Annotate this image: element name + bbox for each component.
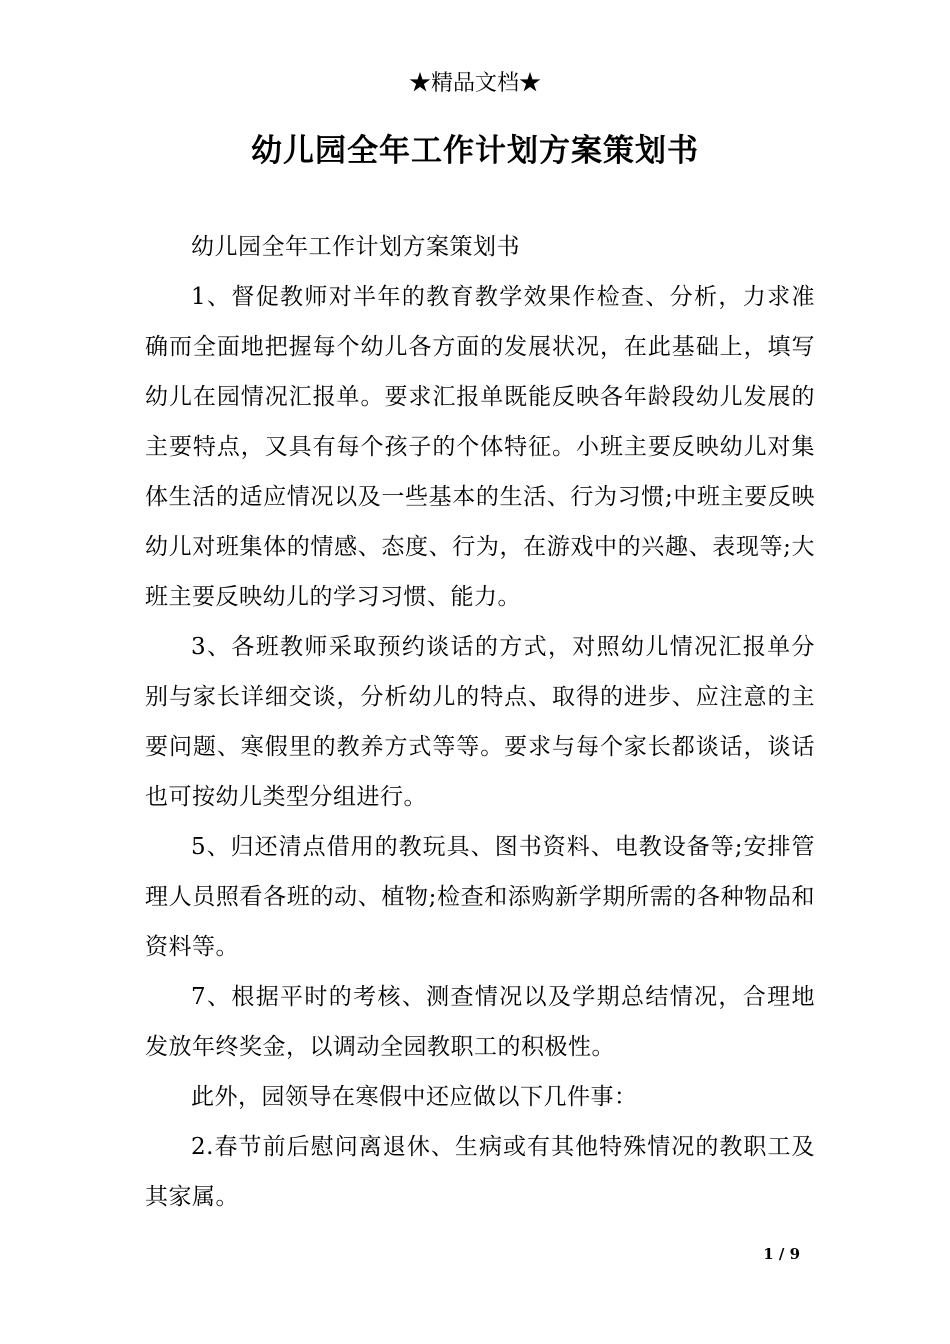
document-title: 幼儿园全年工作计划方案策划书	[251, 133, 699, 169]
paragraph-item-1: 1、督促教师对半年的教育教学效果作检查、分析，力求准确而全面地把握每个幼儿各方面的发展状况，在此基础上，填写幼儿在园情况汇报单。要求汇报单既能反映各年龄段幼儿发展的主要特点，又具有每个孩子的个体特征。小班主要反映幼儿对集体生活的适应情况以及一些基本的生活、行为习惯;中班主要反映幼儿对班集体的情感、态度、行为，在游戏中的兴趣、表现等;大班主要反映幼儿的学习习惯、能力。	[145, 284, 815, 610]
paragraph-item-3: 3、各班教师采取预约谈话的方式，对照幼儿情况汇报单分别与家长详细交谈，分析幼儿的特点、取得的进步、应注意的主要问题、寒假里的教养方式等等。要求与每个家长都谈话，谈话也可按幼儿类型分组进行。	[145, 634, 815, 810]
paragraph-additional-item-2: 2.春节前后慰问离退休、生病或有其他特殊情况的教职工及其家属。	[145, 1134, 815, 1210]
document-body	[145, 222, 815, 1222]
paragraph-additional-intro: 此外，园领导在寒假中还应做以下几件事：	[191, 1084, 638, 1110]
paragraph-subtitle: 幼儿园全年工作计划方案策划书	[191, 234, 520, 260]
page-number: 1 / 9	[763, 1245, 800, 1263]
paragraph-item-7: 7、根据平时的考核、测查情况以及学期总结情况，合理地发放年终奖金，以调动全园教职工的积极性。	[145, 984, 815, 1060]
paragraph-item-5: 5、归还清点借用的教玩具、图书资料、电教设备等;安排管理人员照看各班的动、植物;检查和添购新学期所需的各种物品和资料等。	[145, 834, 815, 960]
header-mark: ★精品文档★	[408, 71, 541, 96]
